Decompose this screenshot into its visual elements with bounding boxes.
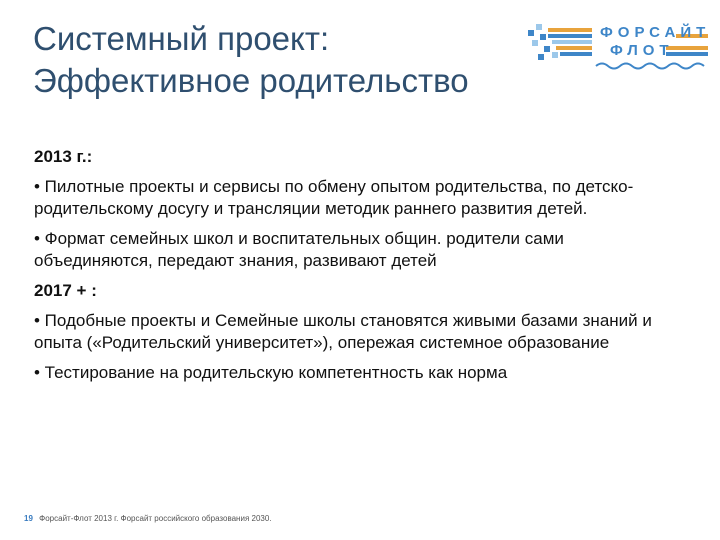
page-number: 19 <box>24 514 33 523</box>
bullet-item: • Тестирование на родительскую компетентность как норма <box>34 363 508 382</box>
footer-source: Форсайт-Флот 2013 г. Форсайт российского образования 2030. <box>39 514 272 523</box>
bullet-item: • Пилотные проекты и сервисы по обмену опытом родительства, по детско-родительскому досугу и трансляции методик раннего развития детей. <box>34 177 634 218</box>
slide-footer <box>24 514 272 523</box>
bullet-item: • Формат семейных школ и воспитательных общин. родители сами объединяются, передают знания, развивают детей <box>34 229 564 270</box>
slide-title <box>33 18 469 102</box>
section-heading: 2013 г.: <box>34 147 93 166</box>
bullet-item: • Подобные проекты и Семейные школы становятся живыми базами знаний и опыта («Родительский университет»), опережая системное образование <box>34 311 652 352</box>
forsight-flot-logo <box>526 20 710 72</box>
logo-word-flot: ФЛОТ <box>610 42 674 59</box>
slide-body <box>34 146 674 392</box>
slide-title-line-1: Системный проект: <box>33 20 330 57</box>
section-heading: 2017 + : <box>34 281 97 300</box>
logo-word-forsight: ФОРСАЙТ <box>600 24 711 41</box>
slide-title-line-2: Эффективное родительство <box>33 62 469 99</box>
